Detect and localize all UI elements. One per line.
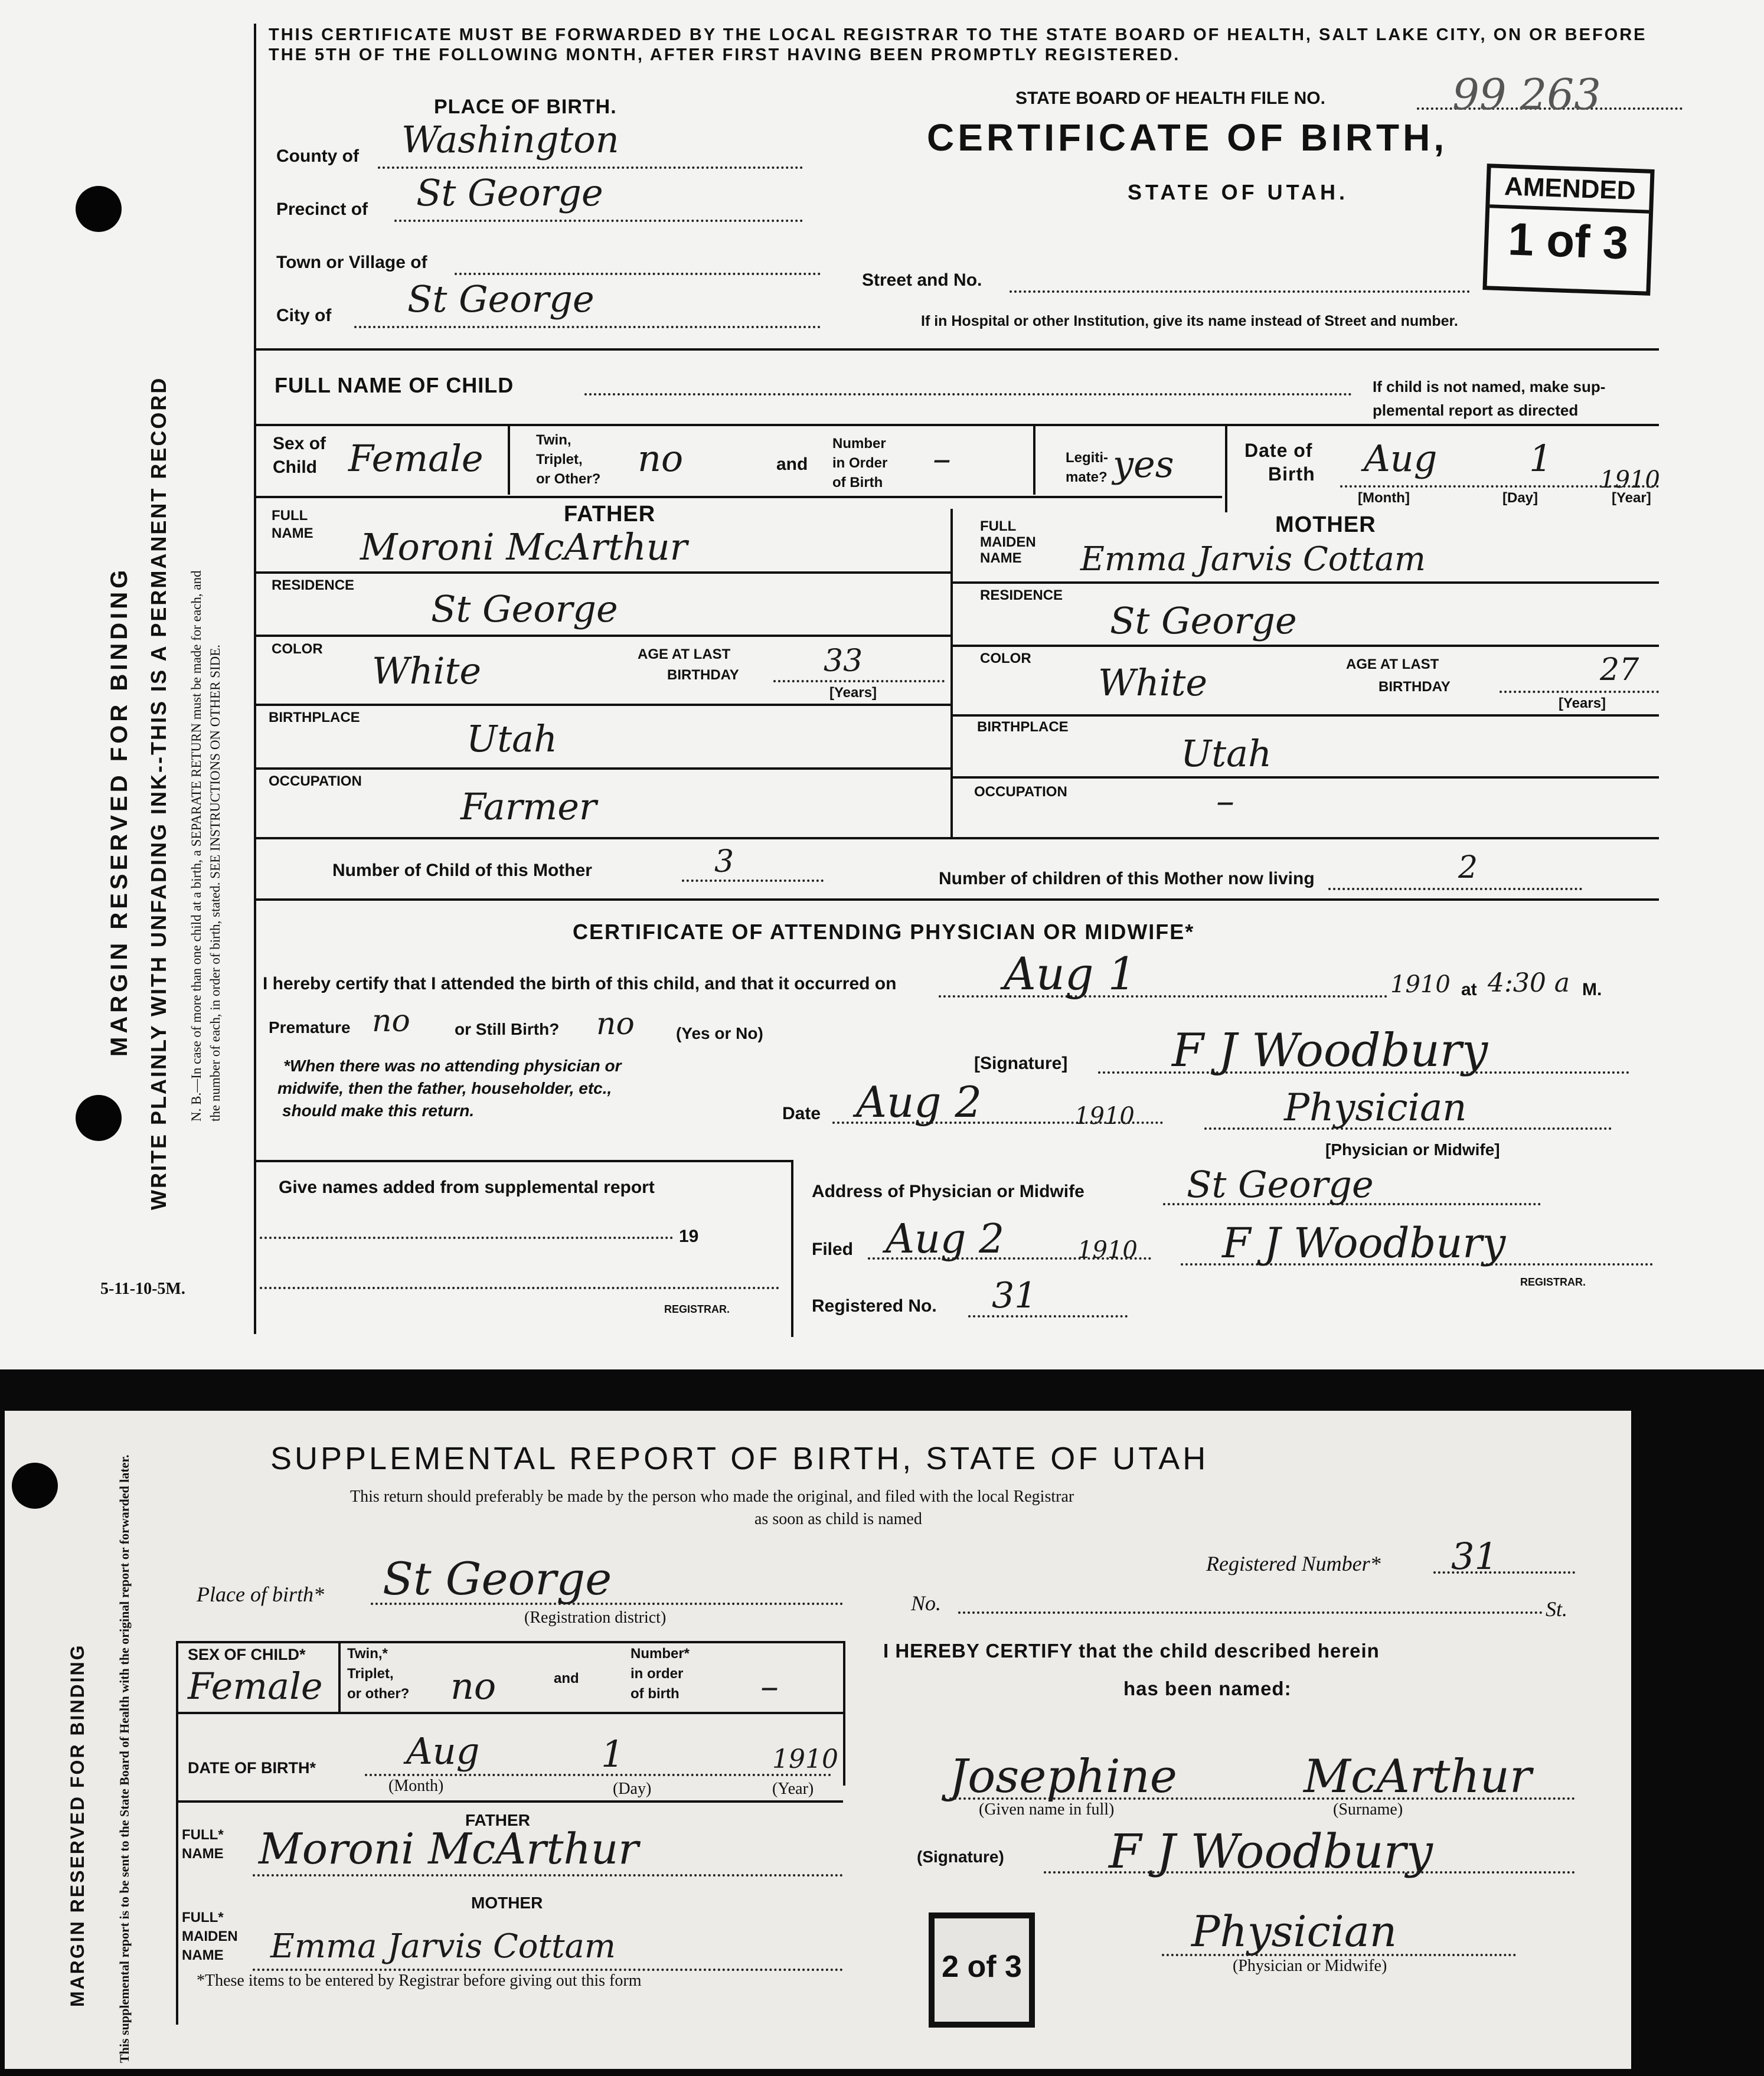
- supp-mother-heading: MOTHER: [471, 1894, 543, 1912]
- age-label-1: AGE AT LAST: [1346, 656, 1439, 672]
- supp-title: SUPPLEMENTAL REPORT OF BIRTH, STATE OF UTAH: [270, 1441, 1209, 1476]
- order-value: –: [933, 437, 951, 480]
- supp-sex-value: Female: [188, 1665, 323, 1708]
- place-of-birth-heading: PLACE OF BIRTH.: [434, 96, 617, 118]
- supp-surname-label: (Surname): [1333, 1800, 1403, 1819]
- supp-footnote: *These items to be entered by Registrar before giving out this form: [197, 1972, 642, 1990]
- date-year: 1910: [1074, 1103, 1135, 1130]
- supp-father-heading: FATHER: [465, 1811, 530, 1829]
- supp-twin-label-1: Twin,*: [347, 1646, 388, 1662]
- supp-signature-label: (Signature): [917, 1848, 1004, 1866]
- county-label: County of: [276, 146, 359, 166]
- dob-label-1: Date of: [1244, 440, 1313, 461]
- supp-names-line: [260, 1237, 673, 1239]
- divider: [508, 424, 510, 495]
- mother-color: White: [1098, 661, 1208, 704]
- maiden-label: MAIDEN: [980, 534, 1036, 550]
- stamp-count: 1 of 3: [1507, 212, 1629, 269]
- divider: [176, 1641, 178, 2025]
- supp-maiden-label: MAIDEN: [182, 1928, 238, 1944]
- binding-hole: [12, 1463, 58, 1509]
- color-label: COLOR: [980, 650, 1031, 666]
- divider: [1033, 424, 1035, 495]
- father-heading: FATHER: [564, 502, 656, 527]
- occurred-year: 1910: [1390, 971, 1451, 998]
- supp-day-label: (Day): [613, 1780, 652, 1798]
- occurred-time: 4:30 a: [1488, 968, 1570, 998]
- registrar-signature: F J Woodbury: [1222, 1219, 1506, 1267]
- sex-value: Female: [348, 437, 484, 480]
- precinct-label: Precinct of: [276, 200, 368, 219]
- age-label-2: BIRTHDAY: [667, 667, 739, 683]
- birthplace-label: BIRTHPLACE: [269, 710, 360, 725]
- divider: [254, 837, 1659, 839]
- mother-age-line: [1500, 691, 1659, 693]
- mother-birthplace: Utah: [1181, 732, 1272, 775]
- supp-no-line: [958, 1611, 1543, 1614]
- supp-twin-label-2: Triplet,: [347, 1666, 394, 1682]
- residence-label: RESIDENCE: [980, 587, 1063, 603]
- stillbirth-label: or Still Birth?: [455, 1020, 560, 1038]
- divider: [254, 898, 1659, 901]
- supp-title-value: Physician: [1191, 1907, 1397, 1956]
- supp-year: 19: [679, 1227, 699, 1246]
- at-label: at: [1461, 980, 1477, 999]
- supp-registered-number-value: 31: [1451, 1535, 1498, 1578]
- hospital-note: If in Hospital or other Institution, give its name instead of Street and number.: [921, 313, 1458, 329]
- supp-twin-label-3: or other?: [347, 1686, 410, 1702]
- twin-value: no: [638, 437, 684, 480]
- dob-month: Aug: [1364, 437, 1438, 480]
- mother-name: Emma Jarvis Cottam: [1080, 540, 1426, 578]
- supp-name-label: NAME: [182, 1846, 224, 1862]
- birthplace-label: BIRTHPLACE: [977, 719, 1069, 735]
- dob-day: 1: [1529, 437, 1553, 480]
- divider: [950, 581, 1659, 584]
- full-label: FULL: [980, 518, 1017, 534]
- children-living-value: 2: [1458, 850, 1478, 885]
- father-name: Moroni McArthur: [360, 525, 688, 568]
- divider: [338, 1641, 341, 1712]
- divider: [254, 496, 1222, 498]
- binding-hole: [76, 1095, 122, 1141]
- supp-full-label: FULL*: [182, 1910, 224, 1925]
- father-age-line: [773, 680, 945, 682]
- twin-label-3: or Other?: [536, 471, 601, 487]
- supp-place-value: St George: [383, 1552, 612, 1605]
- divider: [950, 714, 1659, 717]
- supp-given-label: (Given name in full): [979, 1800, 1115, 1819]
- supp-dob-month: Aug: [406, 1730, 480, 1773]
- divider: [254, 767, 950, 770]
- permanent-record-text: WRITE PLAINLY WITH UNFADING INK--THIS IS A PERMANENT RECORD: [146, 376, 171, 1210]
- city-line: [354, 326, 821, 328]
- supp-dob-label: DATE OF BIRTH*: [188, 1759, 316, 1777]
- legit-label-1: Legiti-: [1066, 450, 1108, 466]
- divider: [176, 1800, 843, 1803]
- divider: [254, 1160, 791, 1162]
- supp-twin-value: no: [450, 1665, 496, 1708]
- children-living-label: Number of children of this Mother now living: [939, 869, 1315, 888]
- yes-no-label: (Yes or No): [676, 1024, 763, 1042]
- dob-label-2: Birth: [1268, 463, 1315, 485]
- divider: [950, 645, 1659, 647]
- order-label-1: Number: [832, 436, 886, 452]
- father-age: 33: [824, 643, 863, 679]
- certify-text: I hereby certify that I attended the birth of this child, and that it occurred on: [263, 974, 897, 993]
- supp-margin-text: MARGIN RESERVED FOR BINDING: [67, 1643, 88, 2007]
- town-label: Town or Village of: [276, 253, 427, 272]
- mother-heading: MOTHER: [1275, 512, 1376, 537]
- divider: [791, 1160, 793, 1337]
- supp-surname: McArthur: [1304, 1750, 1532, 1803]
- binding-hole: [76, 186, 122, 232]
- precinct-value: St George: [416, 171, 603, 214]
- address-label: Address of Physician or Midwife: [812, 1182, 1084, 1201]
- divider: [254, 348, 1659, 351]
- supp-st-label: St.: [1546, 1597, 1568, 1621]
- county-value: Washington: [401, 118, 619, 161]
- supp-registrar-line: [260, 1287, 779, 1289]
- premature-label: Premature: [269, 1018, 351, 1037]
- supp-number-label-2: in order: [631, 1666, 684, 1682]
- supp-and-label: and: [554, 1670, 579, 1686]
- street-label: Street and No.: [862, 270, 982, 290]
- supp-stamp-count: 2 of 3: [942, 1950, 1022, 1984]
- county-line: [378, 166, 803, 169]
- parents-divider: [950, 509, 953, 839]
- file-no-label: STATE BOARD OF HEALTH FILE NO.: [1015, 89, 1325, 108]
- supp-subtitle-2: as soon as child is named: [754, 1510, 922, 1528]
- supp-given-name: Josephine: [949, 1750, 1177, 1803]
- occurred-date: Aug 1: [1004, 947, 1136, 1000]
- children-living-line: [1328, 888, 1582, 890]
- supp-names-label: Give names added from supplemental report: [279, 1178, 655, 1197]
- footnote-1: *When there was no attending physician or: [283, 1057, 622, 1075]
- supp-full-label: FULL*: [182, 1827, 224, 1843]
- supp-side-note: This supplemental report is to be sent to the State Board of Health with the original report or forwarded later.: [117, 1454, 132, 2063]
- dob-line: [1340, 485, 1659, 488]
- child-number-value: 3: [714, 844, 734, 880]
- supp-certify-text: I HEREBY CERTIFY that the child described herein: [883, 1640, 1380, 1662]
- file-no-value: 99 263: [1452, 70, 1601, 119]
- dob-year: 1910: [1600, 466, 1660, 493]
- supp-number-label-1: Number*: [631, 1646, 690, 1662]
- signature-value: F J Woodbury: [1172, 1024, 1488, 1077]
- full-name-line: [584, 393, 1352, 395]
- month-label: [Month]: [1358, 490, 1410, 506]
- supp-stamp: [929, 1912, 1035, 2028]
- supp-signature-line: [1044, 1871, 1575, 1874]
- year-label: [Year]: [1612, 490, 1651, 506]
- date-label: Date: [782, 1104, 821, 1123]
- supplemental-report: [5, 1411, 1631, 2069]
- state-label: STATE OF UTAH.: [1128, 180, 1348, 204]
- nb-note-line-1: N. B.—In case of more than one child at a birth, a SEPARATE RETURN must be made for each, and: [189, 570, 204, 1122]
- mother-age: 27: [1600, 652, 1639, 688]
- divider: [176, 1712, 843, 1714]
- years-label: [Years]: [1559, 695, 1606, 711]
- occupation-label: OCCUPATION: [974, 784, 1067, 800]
- precinct-line: [394, 220, 803, 222]
- forward-notice: THIS CERTIFICATE MUST BE FORWARDED BY THE LOCAL REGISTRAR TO THE STATE BOARD OF HEALTH, SALT LAKE CITY, ON OR BEFORE THE 5TH OF THE FOLLOWING MONTH, AFTER FIRST HAVING BEEN PROMPTLY REGISTERED.: [269, 25, 1647, 64]
- child-number-line: [682, 880, 824, 882]
- supp-mother-name: Emma Jarvis Cottam: [270, 1927, 616, 1966]
- father-birthplace: Utah: [466, 717, 558, 760]
- child-number-label: Number of Child of this Mother: [332, 861, 592, 880]
- age-label-2: BIRTHDAY: [1378, 679, 1451, 695]
- supp-dob-line: [365, 1774, 831, 1776]
- footnote-2: midwife, then the father, householder, etc.,: [277, 1079, 612, 1097]
- mother-occupation: –: [1216, 779, 1234, 822]
- years-label: [Years]: [829, 685, 877, 701]
- order-label-2: in Order: [832, 455, 888, 471]
- divider: [1225, 424, 1227, 512]
- divider: [843, 1641, 845, 1786]
- unnamed-note-2: plemental report as directed: [1373, 401, 1579, 419]
- legit-label-2: mate?: [1066, 469, 1108, 485]
- supp-sex-label: SEX OF CHILD*: [188, 1646, 306, 1663]
- registered-no-label: Registered No.: [812, 1296, 937, 1316]
- registrar-label: REGISTRAR.: [1520, 1276, 1586, 1288]
- supp-name-line: [949, 1797, 1575, 1800]
- amended-stamp: [1482, 164, 1654, 296]
- occupation-label: OCCUPATION: [269, 773, 362, 789]
- supp-place-label: Place of birth*: [197, 1583, 324, 1606]
- father-residence: St George: [431, 587, 618, 630]
- physician-heading: CERTIFICATE OF ATTENDING PHYSICIAN OR MIDWIFE*: [573, 920, 1195, 944]
- margin-binding-text: MARGIN RESERVED FOR BINDING: [106, 566, 132, 1057]
- supp-named-text: has been named:: [1123, 1678, 1292, 1699]
- nb-note-line-2: the number of each, in order of birth, stated. SEE INSTRUCTIONS ON OTHER SIDE.: [208, 644, 223, 1122]
- footnote-3: should make this return.: [282, 1101, 475, 1120]
- street-line: [1010, 290, 1470, 293]
- registered-no-value: 31: [992, 1275, 1037, 1316]
- certificate-title: CERTIFICATE OF BIRTH,: [927, 116, 1448, 159]
- registrar-label: REGISTRAR.: [664, 1303, 730, 1315]
- filed-year: 1910: [1077, 1237, 1138, 1264]
- city-value: St George: [407, 277, 594, 321]
- divider: [254, 635, 950, 637]
- residence-label: RESIDENCE: [272, 577, 355, 593]
- day-label: [Day]: [1502, 490, 1538, 506]
- supp-registered-number-label: Registered Number*: [1206, 1552, 1381, 1575]
- and-label: and: [776, 455, 808, 474]
- city-label: City of: [276, 306, 332, 325]
- supp-number-label-3: of birth: [631, 1686, 680, 1702]
- supp-subtitle-1: This return should preferably be made by the person who made the original, and filed with the local Registrar: [350, 1487, 1074, 1506]
- supp-dob-year: 1910: [772, 1744, 838, 1774]
- name-label: NAME: [272, 525, 313, 541]
- supp-mother-line: [253, 1969, 843, 1971]
- sex-label-2: Child: [273, 457, 317, 477]
- title-value: Physician: [1284, 1086, 1467, 1130]
- m-label: M.: [1582, 980, 1602, 999]
- premature-value: no: [372, 1003, 410, 1039]
- filed-label: Filed: [812, 1240, 854, 1259]
- father-color: White: [372, 649, 482, 692]
- divider: [254, 704, 950, 706]
- divider: [176, 1641, 843, 1643]
- stillbirth-value: no: [596, 1006, 635, 1042]
- legit-value: yes: [1113, 443, 1174, 486]
- age-label-1: AGE AT LAST: [638, 646, 731, 662]
- supp-dob-day: 1: [601, 1732, 625, 1776]
- left-border: [254, 24, 256, 1334]
- signature-label: [Signature]: [974, 1054, 1068, 1073]
- divider: [950, 776, 1659, 779]
- filed-value: Aug 2: [886, 1216, 1005, 1263]
- mother-residence: St George: [1110, 599, 1297, 642]
- divider: [254, 424, 1659, 426]
- supp-name-label: NAME: [182, 1947, 224, 1963]
- town-line: [455, 273, 821, 275]
- form-code: 5-11-10-5M.: [100, 1280, 185, 1298]
- supp-father-name: Moroni McArthur: [259, 1824, 639, 1874]
- supp-signature-value: F J Woodbury: [1109, 1824, 1433, 1879]
- twin-label-2: Triplet,: [536, 452, 583, 467]
- physician-or-midwife-label: [Physician or Midwife]: [1325, 1140, 1500, 1159]
- divider: [254, 571, 950, 574]
- supp-title-line: [1162, 1954, 1516, 1956]
- amended-stamp-text: AMENDED: [1489, 168, 1650, 213]
- sex-label-1: Sex of: [273, 434, 326, 453]
- supp-registration-district: (Registration district): [524, 1609, 667, 1627]
- color-label: COLOR: [272, 641, 323, 657]
- supp-no-label: No.: [911, 1591, 942, 1615]
- full-label: FULL: [272, 508, 308, 524]
- name-label: NAME: [980, 550, 1022, 566]
- father-occupation: Farmer: [460, 785, 597, 828]
- supp-number-value: –: [760, 1665, 779, 1708]
- supp-month-label: (Month): [388, 1777, 444, 1795]
- supp-year-label: (Year): [772, 1780, 814, 1798]
- date-value: Aug 2: [856, 1077, 982, 1127]
- order-label-3: of Birth: [832, 475, 883, 491]
- supp-father-line: [253, 1874, 843, 1876]
- twin-label-1: Twin,: [536, 432, 571, 448]
- unnamed-note-1: If child is not named, make sup-: [1373, 378, 1606, 395]
- supp-physician-label: (Physician or Midwife): [1233, 1957, 1387, 1975]
- full-name-label: FULL NAME OF CHILD: [275, 373, 514, 397]
- address-value: St George: [1187, 1163, 1374, 1206]
